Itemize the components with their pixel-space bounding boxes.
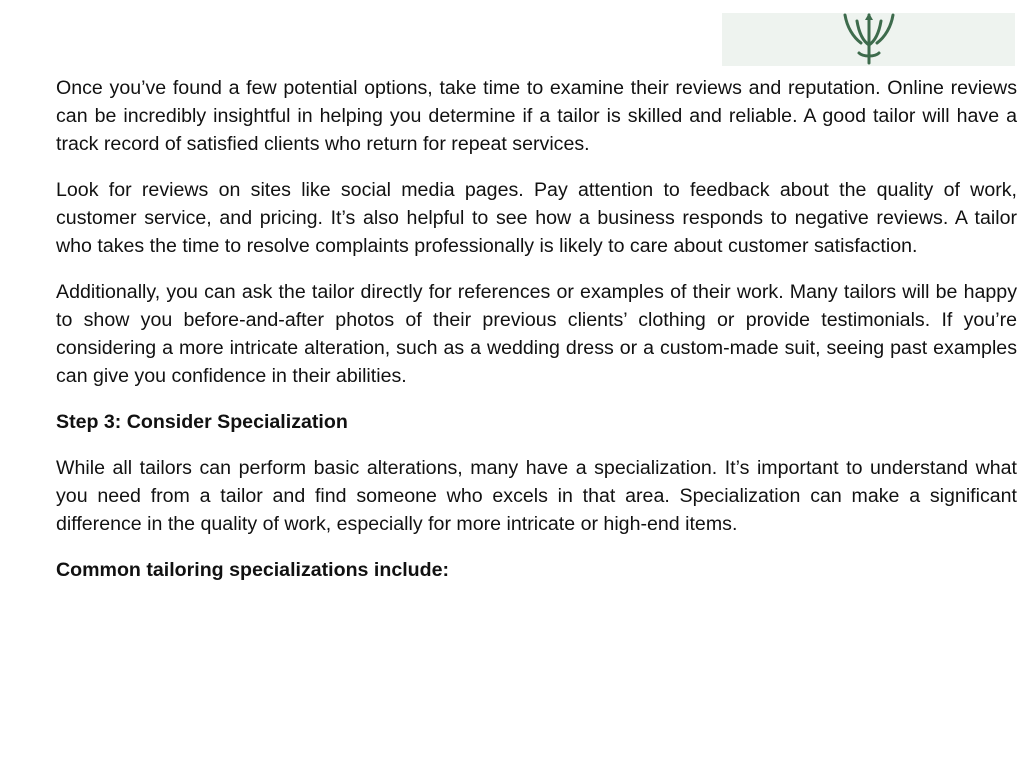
logo-banner	[722, 13, 1015, 66]
paragraph-reviews-intro: Once you’ve found a few potential options, take time to examine their reviews and reputation. Online reviews can be incredibly insightful in helping you determine if a tailor is skilled and reliable. A good tailor will have a track record of satisfied clients who return for repeat services.	[56, 77, 1017, 155]
trident-monogram-icon	[837, 13, 901, 66]
section-heading-step3: Step 3: Consider Specialization	[56, 411, 348, 433]
article-body	[56, 74, 1017, 602]
paragraph-specialization: While all tailors can perform basic alterations, many have a specialization. It’s important to understand what you need from a tailor and find someone who excels in that area. Specialization can make a significant difference in the quality of work, especially for more intricate or high-end items.	[56, 457, 1017, 535]
paragraph-review-sites: Look for reviews on sites like social media pages. Pay attention to feedback about the quality of work, customer service, and pricing. It’s also helpful to see how a business responds to negative reviews. A tailor who takes the time to resolve complaints professionally is likely to care about customer satisfaction.	[56, 179, 1017, 257]
section-heading-specializations: Common tailoring specializations include:	[56, 559, 450, 581]
paragraph-references: Additionally, you can ask the tailor directly for references or examples of their work. Many tailors will be happy to show you before-and-after photos of their previous clients’ clothing or provide testimonials. If you’re considering a more intricate alteration, such as a wedding dress or a custom-made suit, seeing past examples can give you confidence in their abilities.	[56, 281, 1017, 387]
